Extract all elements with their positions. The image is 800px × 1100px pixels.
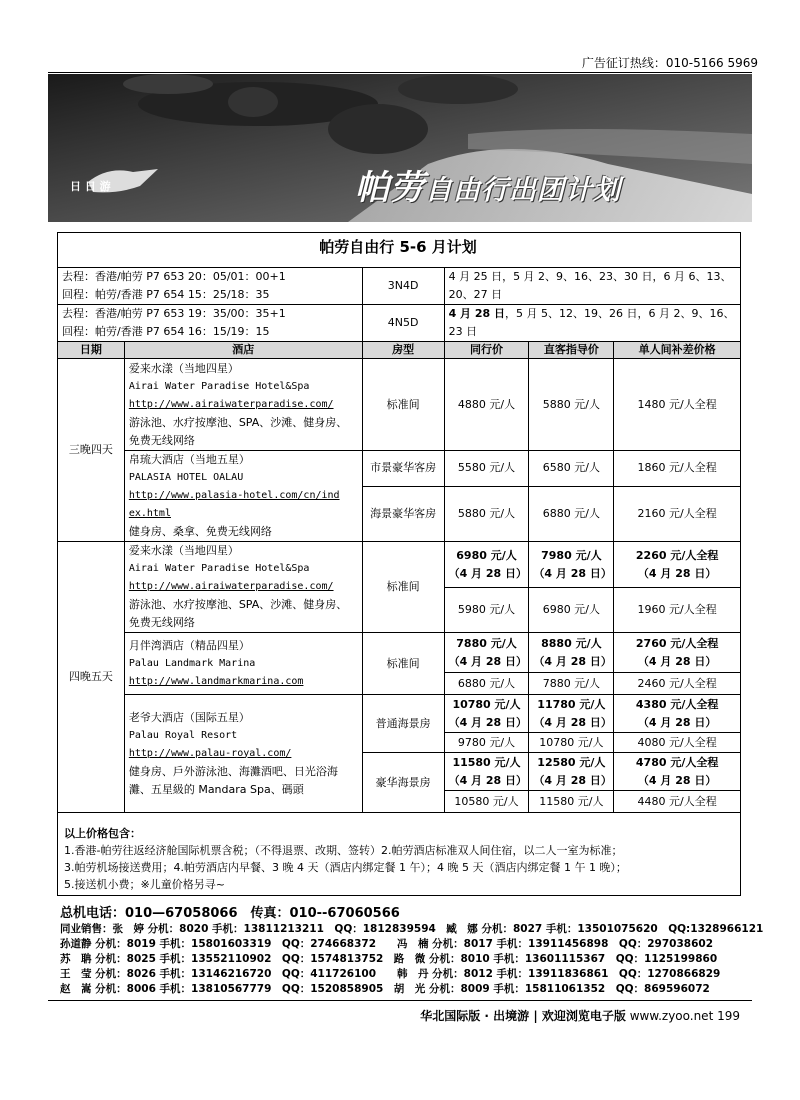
single-supplement: 4780 元/人全程 （4 月 28 日） xyxy=(614,753,741,791)
edition-label: 华北国际版 · 出境游 xyxy=(420,1009,530,1023)
departure-dates: 4 月 25 日，5 月 2、9、16、23、30 日，6 月 6、13、20、27 日 xyxy=(444,268,740,305)
peer-price: 5980 元/人 xyxy=(444,588,529,633)
group-label: 四晚五天 xyxy=(58,542,125,813)
plan-title: 帕劳自由行 5-6 月计划 xyxy=(319,238,477,256)
sales-contact-row: 赵 嵩 分机：8006 手机：13810567779 QQ：1520858905 胡 光 分机：8009 手机：15811061352 QQ：869596072 xyxy=(60,983,710,995)
table-row xyxy=(58,542,741,588)
hotel-cell: 爱来水漾（当地四星） Airai Water Paradise Hotel&Spa http://www.airaiwaterparadise.com/ 游泳池、水疗按摩池、SPA、沙滩、健身房、免费无线网络 xyxy=(124,542,362,633)
flight-row xyxy=(58,268,741,305)
peer-price: 7880 元/人 （4 月 28 日） xyxy=(444,633,529,673)
retail-price: 12580 元/人 （4 月 28 日） xyxy=(529,753,614,791)
table-row xyxy=(58,633,741,673)
single-supplement: 1860 元/人全程 xyxy=(614,451,741,487)
col-header: 同行价 xyxy=(444,342,529,359)
retail-price: 6580 元/人 xyxy=(529,451,614,487)
retail-price: 5880 元/人 xyxy=(529,359,614,451)
room-type: 豪华海景房 xyxy=(362,753,444,813)
banner-title-main: 帕劳 xyxy=(355,168,425,208)
trip-code: 4N5D xyxy=(362,305,444,342)
main-phone: 总机电话：010—67058066 传真：010--67060566 xyxy=(60,906,400,921)
includes-line: 3.帕劳机场接送费用；4.帕劳酒店内早餐、3 晚 4 天（酒店内绑定餐 1 午）；4 晚 5 天（酒店内绑定餐 1 午 1 晚）； xyxy=(64,861,627,874)
flight-info xyxy=(58,268,363,305)
retail-price: 8880 元/人 （4 月 28 日） xyxy=(529,633,614,673)
retail-price: 10780 元/人 xyxy=(529,733,614,753)
single-supplement: 4380 元/人全程 （4 月 28 日） xyxy=(614,695,741,733)
top-divider xyxy=(48,72,752,73)
flight-row xyxy=(58,305,741,342)
peer-price: 5580 元/人 xyxy=(444,451,529,487)
retail-price: 11780 元/人 （4 月 28 日） xyxy=(529,695,614,733)
price-table xyxy=(57,267,741,813)
single-supplement: 4080 元/人全程 xyxy=(614,733,741,753)
hotel-cell: 老爷大酒店（国际五星） Palau Royal Resort http://www.palau-royal.com/ 健身房、戶外游泳池、海灘酒吧、日光浴海灘、五星級的 Mandara Spa、碼頭 xyxy=(124,695,362,813)
bottom-divider xyxy=(48,1000,752,1001)
room-type: 标准间 xyxy=(362,359,444,451)
departure-dates: 4 月 28 日，5 月 5、12、19、26 日，6 月 2、9、16、23 日 xyxy=(444,305,740,342)
col-header: 酒店 xyxy=(124,342,362,359)
brand-logo: 日 日 游 xyxy=(70,180,111,193)
e-edition-label: 欢迎浏览电子版 xyxy=(541,1009,626,1023)
single-supplement: 1480 元/人全程 xyxy=(614,359,741,451)
retail-price: 6980 元/人 xyxy=(529,588,614,633)
single-supplement: 2260 元/人全程 （4 月 28 日） xyxy=(614,542,741,588)
col-header: 日期 xyxy=(58,342,125,359)
hotel-cell: 爱来水漾（当地四星） Airai Water Paradise Hotel&Spa http://www.airaiwaterparadise.com/ 游泳池、水疗按摩池、SPA、沙滩、健身房、免费无线网络 xyxy=(124,359,362,451)
retail-price: 7880 元/人 xyxy=(529,673,614,695)
hotel-link[interactable]: http://www.airaiwaterparadise.com/ xyxy=(128,581,334,592)
table-row xyxy=(58,359,741,451)
sales-contact-row: 苏 聃 分机：8025 手机：13552110902 QQ：1574813752 路 微 分机：8010 手机：13601115367 QQ：1125199860 xyxy=(60,953,718,965)
single-supplement: 2460 元/人全程 xyxy=(614,673,741,695)
page-footer: 华北国际版 · 出境游 | 欢迎浏览电子版 www.zyoo.net 199 xyxy=(420,1009,740,1023)
room-type: 标准间 xyxy=(362,542,444,633)
peer-price: 9780 元/人 xyxy=(444,733,529,753)
header-row xyxy=(58,342,741,359)
peer-price: 11580 元/人 （4 月 28 日） xyxy=(444,753,529,791)
peer-price: 10780 元/人 （4 月 28 日） xyxy=(444,695,529,733)
room-type: 海景豪华客房 xyxy=(362,486,444,541)
room-type: 标准间 xyxy=(362,633,444,695)
single-supplement: 4480 元/人全程 xyxy=(614,791,741,813)
sales-contact-row: 孙道静 分机：8019 手机：15801603319 QQ：274668372 冯 楠 分机：8017 手机：13911456898 QQ：297038602 xyxy=(60,938,714,950)
outbound-flight: 去程：香港/帕劳 P7 653 19：35/00：35+1 xyxy=(62,307,286,320)
hotel-link[interactable]: http://www.landmarkmarina.com xyxy=(128,675,304,687)
includes-line: 1.香港-帕劳往返经济舱国际机票含税；（不得退票、改期、签转）2.帕劳酒店标准双人间住宿，以二人一室为标准； xyxy=(64,844,623,857)
col-header: 直客指导价 xyxy=(529,342,614,359)
ad-hotline: 广告征订热线：010-5166 5969 xyxy=(581,56,758,70)
hotel-link[interactable]: http://www.palasia-hotel.com/cn/ind xyxy=(128,490,340,501)
col-header: 房型 xyxy=(362,342,444,359)
sales-contact-row: 王 莹 分机：8026 手机：13146216720 QQ：411726100 韩 丹 分机：8012 手机：13911836861 QQ：1270866829 xyxy=(60,968,721,980)
return-flight: 回程：帕劳/香港 P7 654 15：25/18：35 xyxy=(62,288,270,301)
col-header: 单人间补差价格 xyxy=(614,342,741,359)
retail-price: 7980 元/人 （4 月 28 日） xyxy=(529,542,614,588)
hotel-cell: 月伴湾酒店（精品四星） Palau Landmark Marina http://www.landmarkmarina.com xyxy=(124,633,362,695)
room-type: 普通海景房 xyxy=(362,695,444,753)
retail-price: 11580 元/人 xyxy=(529,791,614,813)
hotel-cell: 帛琉大酒店（当地五星） PALASIA HOTEL OALAU http://www.palasia-hotel.com/cn/ind ex.html 健身房、桑拿、免费无线网络 xyxy=(124,451,362,542)
return-flight: 回程：帕劳/香港 P7 654 16：15/19：15 xyxy=(62,325,270,338)
single-supplement: 1960 元/人全程 xyxy=(614,588,741,633)
contact-block xyxy=(60,902,764,997)
flight-info xyxy=(58,305,363,342)
banner-title-sub: 自由行出团计划 xyxy=(425,175,621,206)
outbound-flight: 去程：香港/帕劳 P7 653 20：05/01：00+1 xyxy=(62,270,286,283)
price-includes xyxy=(64,825,736,893)
hotel-link[interactable]: http://www.airaiwaterparadise.com/ xyxy=(128,398,334,410)
hotel-link[interactable]: ex.html xyxy=(128,508,171,519)
sales-contact-row: 同业销售：张 婷 分机：8020 手机：13811213211 QQ：1812839594 臧 娜 分机：8027 手机：13501075620 QQ:1328966121 xyxy=(60,923,764,935)
group-label: 三晚四天 xyxy=(58,359,125,542)
single-supplement: 2760 元/人全程 （4 月 28 日） xyxy=(614,633,741,673)
includes-line: 5.接送机小费；※儿童价格另寻~ xyxy=(64,878,225,891)
table-row xyxy=(58,695,741,733)
peer-price: 6980 元/人 （4 月 28 日） xyxy=(444,542,529,588)
single-supplement: 2160 元/人全程 xyxy=(614,486,741,541)
website-link[interactable]: www.zyoo.net xyxy=(625,1009,718,1023)
hotel-link[interactable]: http://www.palau-royal.com/ xyxy=(128,747,292,759)
peer-price: 4880 元/人 xyxy=(444,359,529,451)
room-type: 市景豪华客房 xyxy=(362,451,444,487)
peer-price: 10580 元/人 xyxy=(444,791,529,813)
peer-price: 6880 元/人 xyxy=(444,673,529,695)
page-number: 199 xyxy=(717,1009,740,1023)
trip-code: 3N4D xyxy=(362,268,444,305)
table-row xyxy=(58,451,741,487)
includes-heading: 以上价格包含： xyxy=(64,827,141,840)
peer-price: 5880 元/人 xyxy=(444,486,529,541)
retail-price: 6880 元/人 xyxy=(529,486,614,541)
banner-title xyxy=(355,160,621,209)
